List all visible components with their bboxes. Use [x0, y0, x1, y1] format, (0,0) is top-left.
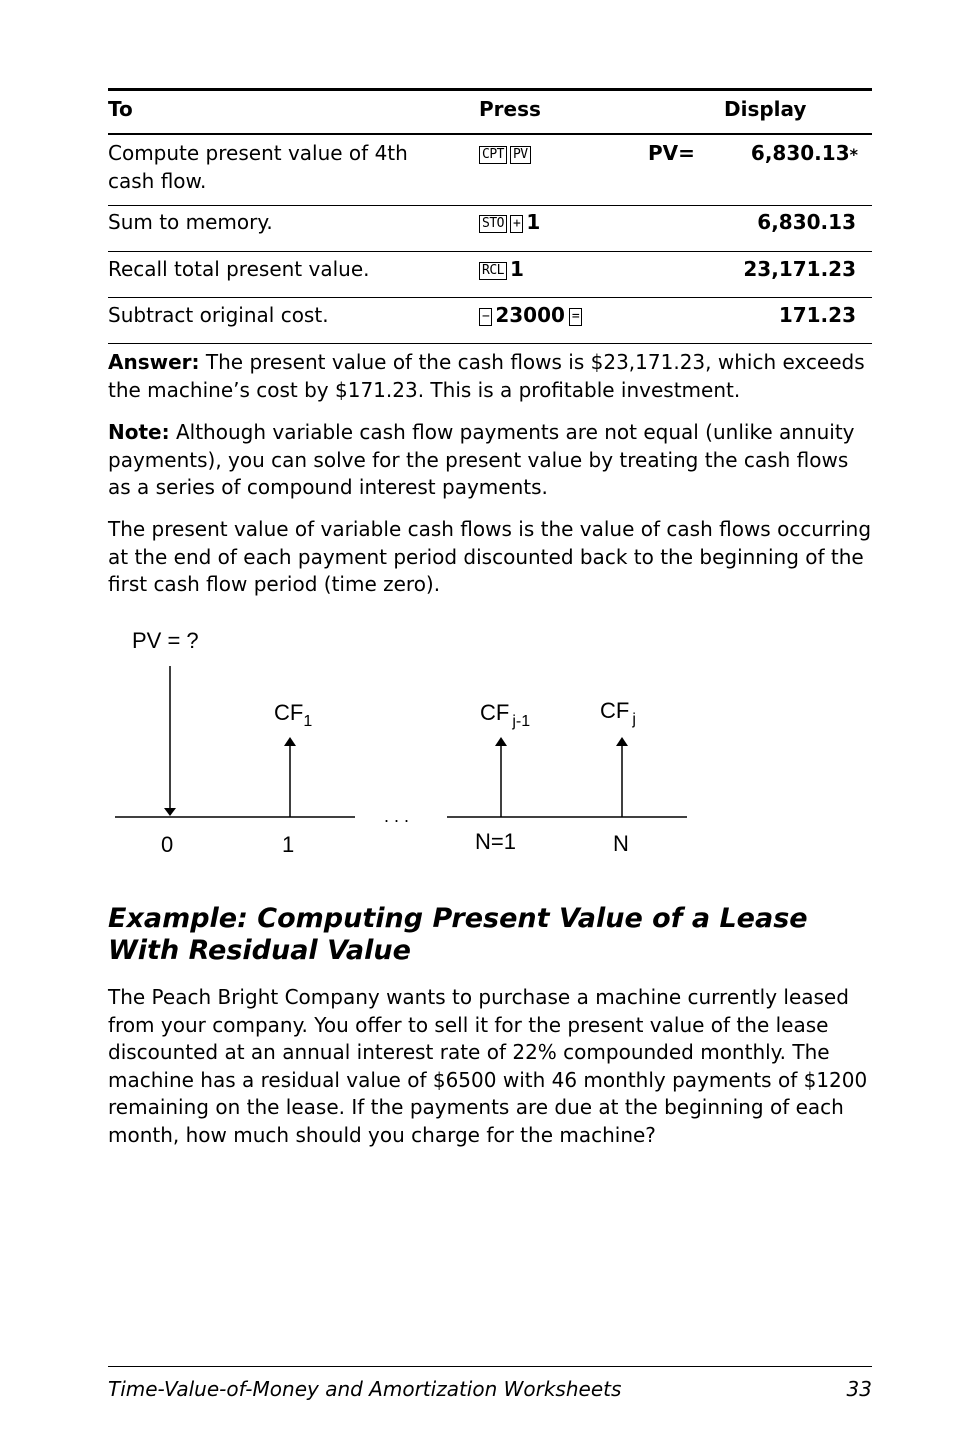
footer-divider — [108, 1366, 872, 1367]
press-value: 1 — [526, 210, 541, 234]
ellipsis: . . . — [384, 806, 410, 826]
table-header — [108, 88, 872, 135]
example-heading: Example: Computing Present Value of a Lease With Residual Value — [108, 903, 808, 966]
row-instruction: Compute present value of 4th cash flow. — [108, 141, 408, 193]
table-row — [108, 252, 872, 298]
tick-label-n: N — [613, 831, 629, 856]
plus-key[interactable]: + — [510, 215, 523, 233]
display-value: 6,830.13 — [757, 210, 856, 234]
press-value: 1 — [509, 257, 524, 281]
cfj1-arrow-head-icon — [495, 737, 507, 746]
rcl-key[interactable]: RCL — [479, 262, 507, 280]
display-value: 23,171.23 — [743, 257, 856, 281]
equals-key[interactable]: = — [569, 308, 582, 326]
tick-label-1: 1 — [282, 832, 295, 857]
cfj-arrow-head-icon — [616, 737, 628, 746]
tick-label-0: 0 — [161, 832, 174, 857]
pv-arrow-head-icon — [164, 808, 176, 816]
note-paragraph — [108, 419, 872, 502]
pv-label: PV = ? — [132, 628, 199, 653]
row-instruction: Recall total present value. — [108, 257, 370, 281]
header-display: Display — [724, 97, 807, 121]
row-keystrokes — [479, 139, 534, 167]
cf1-label: $CF_1$ — [274, 700, 313, 730]
header-press: Press — [479, 97, 541, 121]
example-paragraph: The Peach Bright Company wants to purchase a machine currently leased from your company. You offer to sell it for the present value of the lease discounted at an annual interest rate of 22% compounded monthly. The machine has a residual value of $6500 with 46 monthly payments of $1200 remaining on the lease. If the payments are due at the beginning of each month, how much should you charge for the machine? — [108, 985, 868, 1147]
tick-label-n-minus-1: N=1 — [475, 829, 516, 854]
display-value: 6,830.13* — [750, 141, 858, 165]
row-keystrokes — [479, 255, 524, 283]
cash-flow-diagram — [100, 620, 700, 870]
minus-key[interactable]: − — [479, 308, 492, 326]
press-value: 23000 — [495, 303, 565, 327]
table-row — [108, 206, 872, 252]
table-row — [108, 135, 872, 206]
display-label: PV= — [648, 141, 695, 165]
answer-lead: Answer: — [108, 350, 200, 374]
row-keystrokes — [479, 301, 585, 329]
pv-paragraph: The present value of variable cash flows is the value of cash flows occurring at the end of each payment period discounted back to the beginning of the first cash flow period (time zero). — [108, 517, 872, 596]
row-instruction: Sum to memory. — [108, 210, 273, 234]
note-text: Although variable cash flow payments are not equal (unlike annuity payments), you can solve for the present value by treating the cash flows as a series of compound interest payments. — [108, 420, 855, 499]
cfj1-label: CF $_{j-1}$ — [480, 700, 531, 730]
cf1-arrow-head-icon — [284, 737, 296, 746]
header-to: To — [108, 97, 133, 121]
pv-key[interactable]: PV — [510, 146, 531, 164]
row-keystrokes — [479, 208, 540, 236]
cfj-label: CF $_j$ — [600, 698, 636, 728]
answer-text: The present value of the cash flows is $23,171.23, which exceeds the machine’s cost by $171.23. This is a profitable investment. — [108, 350, 865, 402]
sto-key[interactable]: STO — [479, 215, 507, 233]
answer-paragraph — [108, 349, 872, 404]
keystroke-table — [108, 88, 872, 344]
cpt-key[interactable]: CPT — [479, 146, 507, 164]
display-value: 171.23 — [778, 303, 856, 327]
table-row — [108, 298, 872, 344]
row-instruction: Subtract original cost. — [108, 303, 329, 327]
footer-title: Time-Value-of-Money and Amortization Worksheets — [108, 1377, 622, 1401]
note-lead: Note: — [108, 420, 170, 444]
page-number: 33 — [846, 1377, 872, 1401]
